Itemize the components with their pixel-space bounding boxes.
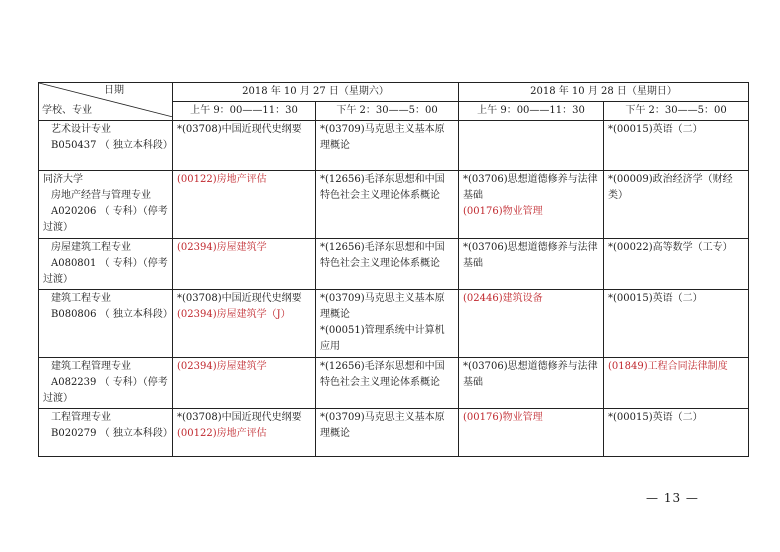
exam-slot-cell <box>604 171 749 239</box>
table-row <box>39 290 749 358</box>
exam-slot-cell <box>173 409 316 457</box>
exam-slot-cell <box>173 290 316 358</box>
exam-slot-cell <box>459 121 604 171</box>
school-major-label: 学校、专业 <box>42 105 92 116</box>
table-row <box>39 409 749 457</box>
exam-subject: *(00015)英语（二） <box>608 293 703 304</box>
major-cell <box>39 121 173 171</box>
major-name: 工程管理专业 <box>51 412 111 423</box>
major-code: A080801 （ 专科）（停考 <box>51 258 168 269</box>
exam-subject: *(03706)思想道德修养与法律基础 <box>463 361 598 388</box>
exam-subject: (00176)物业管理 <box>463 206 543 217</box>
major-code: B080806 （ 独立本科段） <box>51 309 173 320</box>
exam-schedule-table <box>38 82 749 457</box>
exam-slot-cell <box>604 121 749 171</box>
table-row <box>39 171 749 239</box>
exam-slot-cell <box>316 121 459 171</box>
exam-slot-cell <box>604 358 749 409</box>
exam-subject: *(00051)管理系统中计算机应用 <box>320 325 445 352</box>
exam-slot-cell <box>173 121 316 171</box>
header-diagonal-cell <box>39 83 173 121</box>
date-label: 日期 <box>104 85 124 96</box>
exam-subject: (02394)房屋建筑学 <box>177 361 267 372</box>
exam-slot-cell <box>316 239 459 290</box>
major-name: 建筑工程专业 <box>51 293 111 304</box>
exam-slot-cell <box>459 239 604 290</box>
exam-subject: *(12656)毛泽东思想和中国特色社会主义理论体系概论 <box>320 361 445 388</box>
exam-subject: (01849)工程合同法律制度 <box>608 361 728 372</box>
major-code: B050437 （ 独立本科段） <box>51 140 173 151</box>
exam-subject: *(03708)中国近现代史纲要 <box>177 412 302 423</box>
exam-subject: (02394)房屋建筑学 <box>177 242 267 253</box>
table-row <box>39 239 749 290</box>
major-name: 建筑工程管理专业 <box>51 361 131 372</box>
major-cell <box>39 290 173 358</box>
major-note: 过渡） <box>43 274 73 285</box>
time-header-day1-am: 上午 9：00——11：30 <box>173 102 316 121</box>
major-code: A020206 （ 专科）（停考 <box>51 206 168 217</box>
exam-slot-cell <box>459 409 604 457</box>
exam-subject: *(00015)英语（二） <box>608 412 703 423</box>
exam-slot-cell <box>173 358 316 409</box>
major-cell <box>39 171 173 239</box>
major-cell <box>39 409 173 457</box>
time-header-day2-pm: 下午 2：30——5：00 <box>604 102 749 121</box>
table-row <box>39 121 749 171</box>
exam-subject: *(00022)高等数学（工专） <box>608 242 733 253</box>
time-header-day1-pm: 下午 2：30——5：00 <box>316 102 459 121</box>
exam-subject: (00176)物业管理 <box>463 412 543 423</box>
exam-subject: *(03708)中国近现代史纲要 <box>177 124 302 135</box>
exam-slot-cell <box>604 409 749 457</box>
major-cell <box>39 239 173 290</box>
exam-subject: *(00009)政治经济学（财经类） <box>608 174 733 201</box>
exam-subject: (00122)房地产评估 <box>177 428 267 439</box>
exam-subject: *(03709)马克思主义基本原理概论 <box>320 124 445 151</box>
exam-subject: (02394)房屋建筑学（J） <box>177 309 291 320</box>
exam-subject: *(03706)思想道德修养与法律基础 <box>463 242 598 269</box>
exam-slot-cell <box>604 239 749 290</box>
exam-slot-cell <box>316 358 459 409</box>
exam-subject: *(03706)思想道德修养与法律基础 <box>463 174 598 201</box>
exam-subject: *(03709)马克思主义基本原理概论 <box>320 412 445 439</box>
exam-slot-cell <box>173 239 316 290</box>
exam-slot-cell <box>459 171 604 239</box>
table-row <box>39 358 749 409</box>
major-code: A082239 （ 专科）（停考 <box>51 377 168 388</box>
exam-slot-cell <box>173 171 316 239</box>
exam-subject: (02446)建筑设备 <box>463 293 543 304</box>
time-header-day2-am: 上午 9：00——11：30 <box>459 102 604 121</box>
exam-slot-cell <box>459 358 604 409</box>
page-number: — 13 — <box>646 491 699 505</box>
exam-subject: *(03708)中国近现代史纲要 <box>177 293 302 304</box>
major-cell <box>39 358 173 409</box>
exam-slot-cell <box>604 290 749 358</box>
exam-subject: *(00015)英语（二） <box>608 124 703 135</box>
exam-slot-cell <box>316 290 459 358</box>
exam-slot-cell <box>459 290 604 358</box>
major-name: 房屋建筑工程专业 <box>51 242 131 253</box>
header-row-dates <box>39 83 749 102</box>
exam-subject: *(03709)马克思主义基本原理概论 <box>320 293 445 320</box>
major-note: 过渡） <box>43 222 73 233</box>
exam-subject: *(12656)毛泽东思想和中国特色社会主义理论体系概论 <box>320 174 445 201</box>
major-code: B020279 （ 独立本科段） <box>51 428 173 439</box>
major-note: 过渡） <box>43 393 73 404</box>
exam-slot-cell <box>316 409 459 457</box>
exam-subject: *(12656)毛泽东思想和中国特色社会主义理论体系概论 <box>320 242 445 269</box>
major-name: 房地产经营与管理专业 <box>51 190 151 201</box>
exam-subject: (00122)房地产评估 <box>177 174 267 185</box>
date-header-day2: 2018 年 10 月 28 日（星期日） <box>459 83 749 102</box>
school-name: 同济大学 <box>43 174 83 185</box>
major-name: 艺术设计专业 <box>51 124 111 135</box>
exam-slot-cell <box>316 171 459 239</box>
date-header-day1: 2018 年 10 月 27 日（星期六） <box>173 83 459 102</box>
